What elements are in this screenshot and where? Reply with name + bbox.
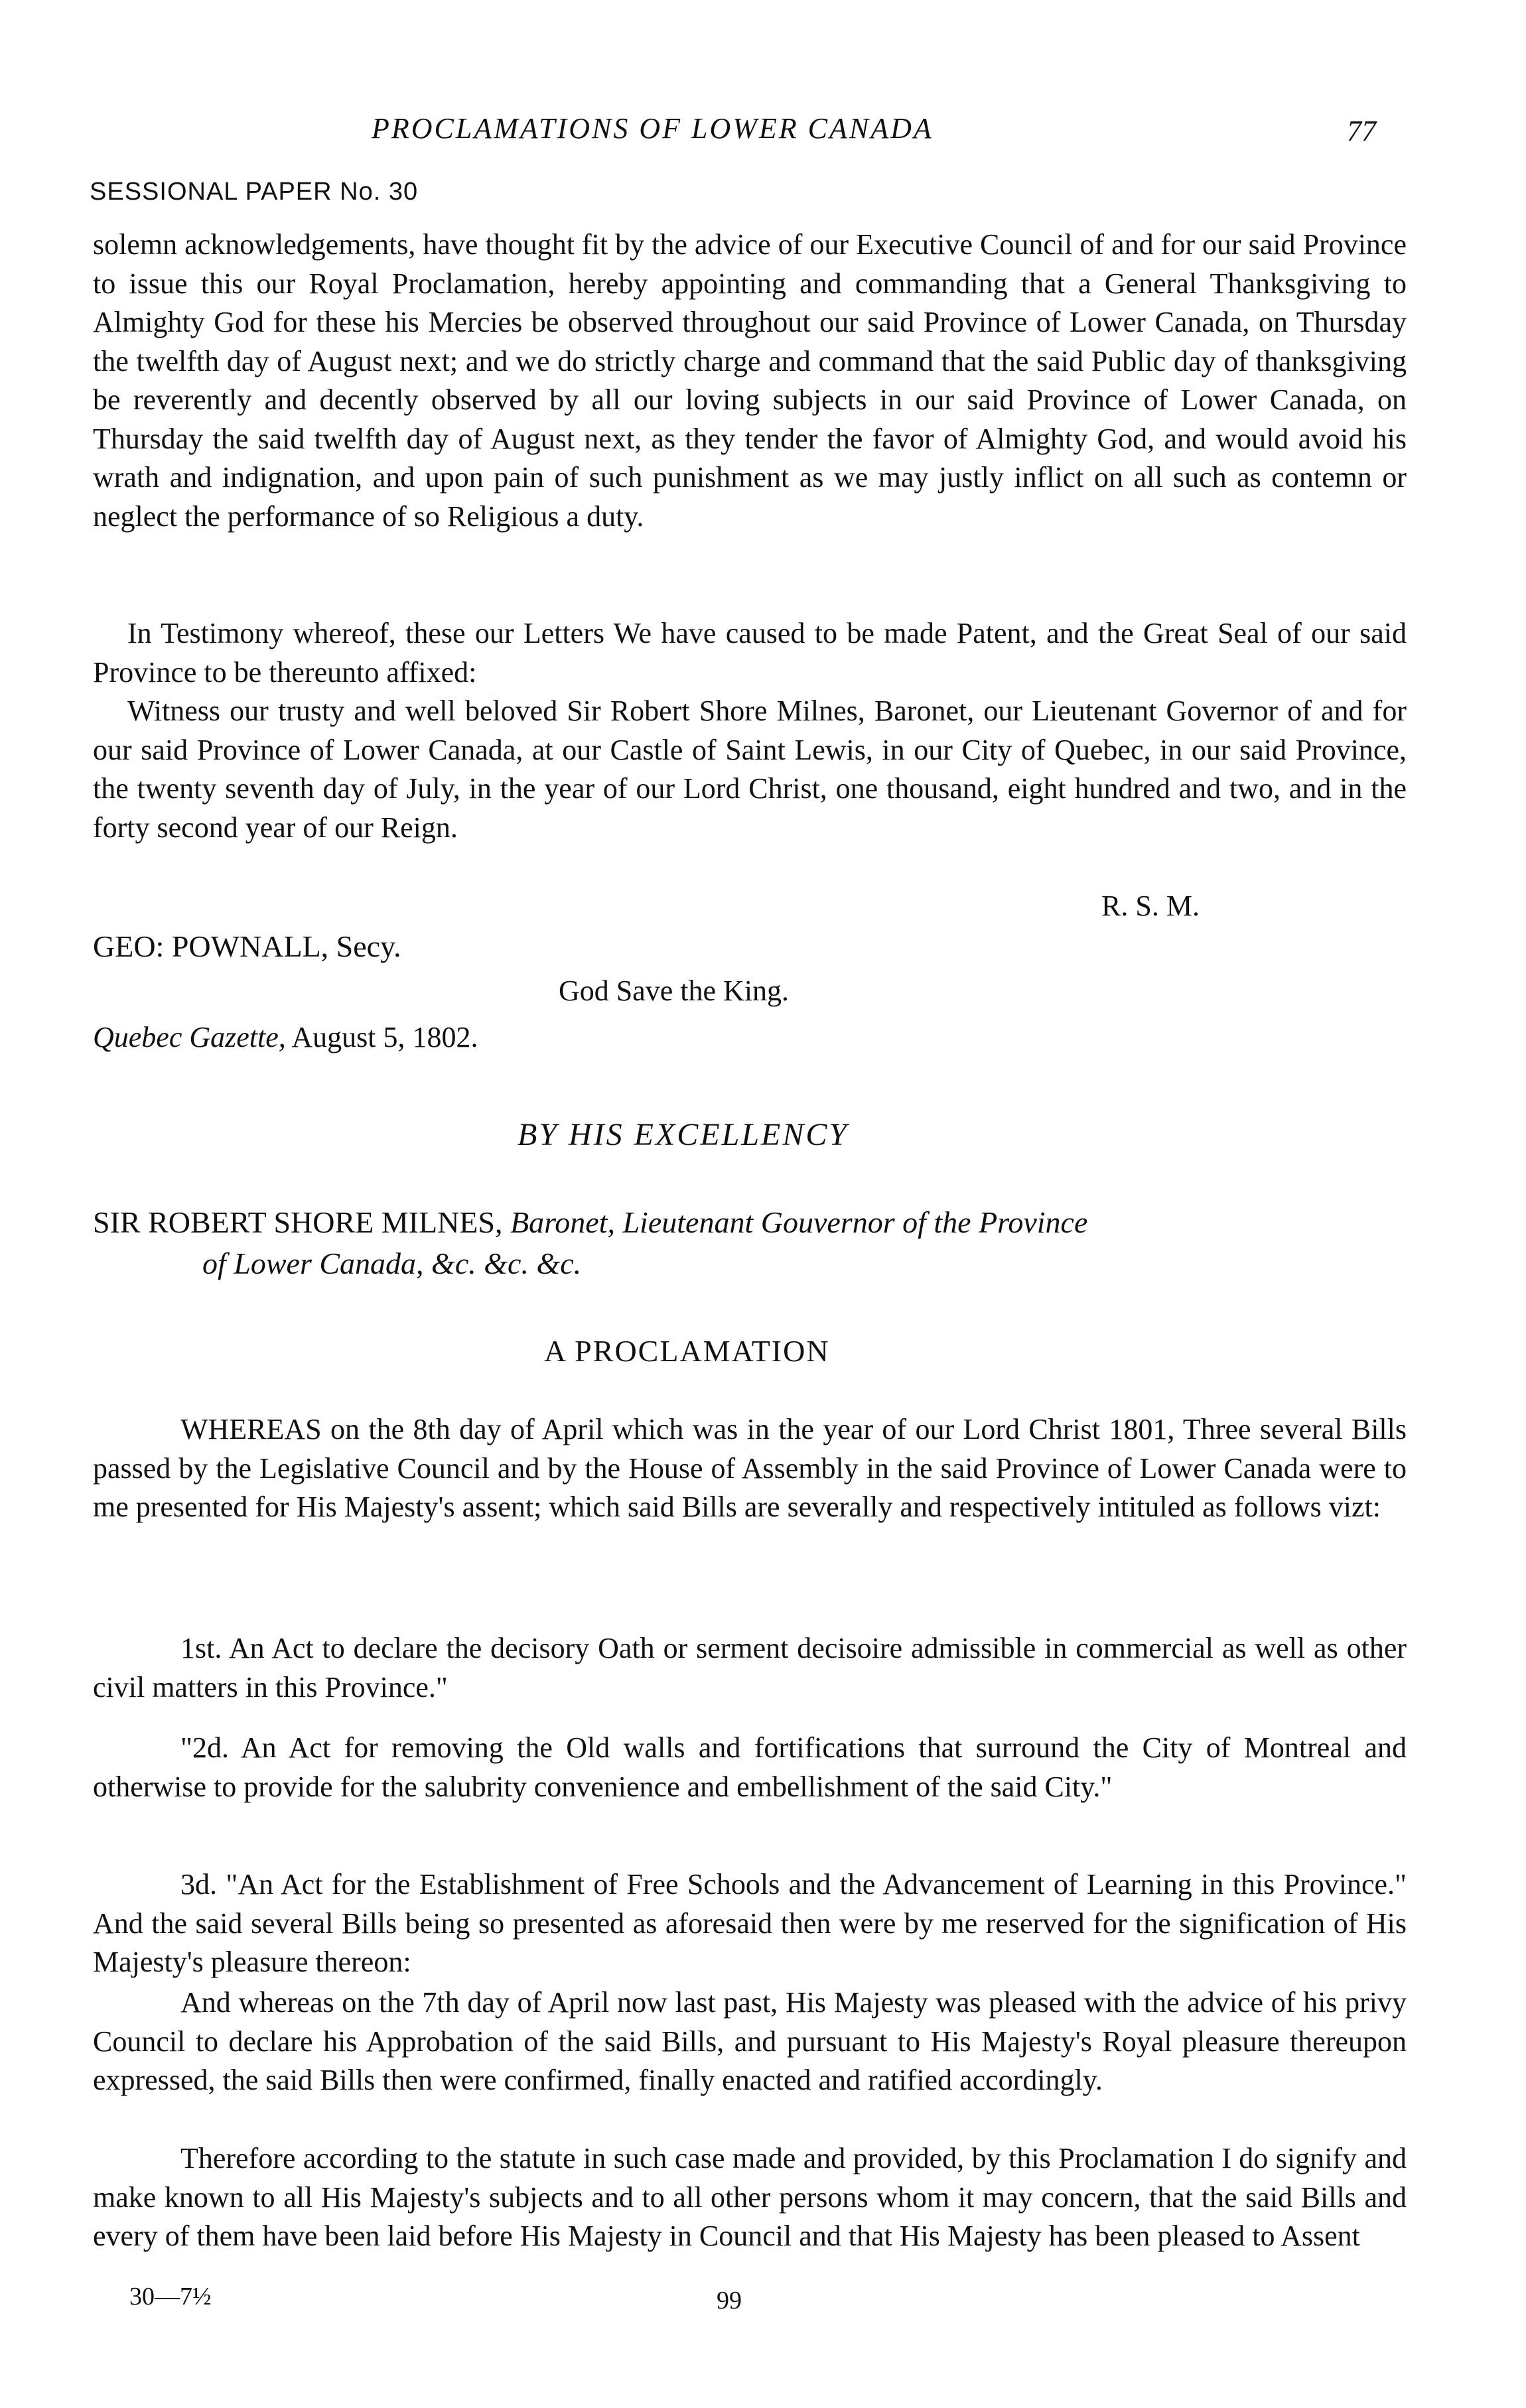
bill-1: 1st. An Act to declare the decisory Oath or serment decisoire admissible in commercial as well as other civil matters in this Province." (93, 1632, 1407, 1704)
running-title: PROCLAMATIONS OF LOWER CANADA (372, 112, 934, 145)
bill-3: 3d. "An Act for the Establishment of Free Schools and the Advancement of Learning in this Province." And the said several Bills being so presented as aforesaid then were by me reserved for the signification of His Majesty's pleasure thereon: (93, 1868, 1407, 1978)
secretary-signature: GEO: POWNALL, Secy. (93, 929, 401, 963)
bill-2: "2d. An Act for removing the Old walls and fortifications that surround the City of Montreal and otherwise to provide for the salubrity convenience and embellishment of the said City." (93, 1731, 1407, 1803)
whereas-approbation-paragraph: And whereas on the 7th day of April now last past, His Majesty was pleased with the advice of his privy Council to declare his Approbation of the said Bills, and pursuant to His Majesty's Royal pleasure thereupon expressed, the said Bills then were confirmed, finally enacted and ratified accordingly. (93, 1986, 1407, 2096)
issuer-title-line1: Baronet, Lieutenant Gouvernor of the Province (510, 1205, 1088, 1239)
proclamation-heading: A PROCLAMATION (544, 1334, 830, 1368)
printed-page-number: 99 (717, 2287, 742, 2314)
proclamation-issuer (93, 1202, 1413, 1284)
source-date: August 5, 1802. (291, 1021, 478, 1053)
printer-signature-mark: 30—7½ (129, 2283, 212, 2310)
sessional-paper-label: SESSIONAL PAPER No. 30 (90, 178, 419, 206)
initials: R. S. M. (1101, 890, 1200, 922)
issuer-name: SIR ROBERT SHORE MILNES, (93, 1205, 503, 1239)
source-publication: Quebec Gazette, (93, 1021, 286, 1053)
source-citation (93, 1020, 478, 1054)
god-save-the-king: God Save the King. (559, 974, 790, 1007)
whereas-paragraph: WHEREAS on the 8th day of April which was in the year of our Lord Christ 1801, Three several Bills passed by the Legislative Council and by the House of Assembly in the said Province of Lower Canada were to me presented for His Majesty's assent; which said Bills are severally and respectively intituled as follows vizt: (93, 1413, 1407, 1523)
issuer-title-line2: of Lower Canada, &c. &c. &c. (202, 1246, 582, 1280)
section-heading: BY HIS EXCELLENCY (518, 1117, 849, 1152)
proclamation1-body: solemn acknowledgements, have thought fit by the advice of our Executive Council of and for our said Province to issue this our Royal Proclamation, hereby appointing and commanding that a General Thanksgiving to Almighty God for these his Mercies be observed throughout our said Province of Lower Canada, on Thursday the twelfth day of August next; and we do strictly charge and command that the said Public day of thanksgiving be reverently and decently observed by all our loving subjects in our said Province of Lower Canada, on Thursday the said twelfth day of August next, as they tender the favor of Almighty God, and would avoid his wrath and indignation, and upon pain of such punishment as we may justly inflict on all such as contemn or neglect the performance of so Religious a duty. (93, 228, 1407, 533)
therefore-paragraph: Therefore according to the statute in such case made and provided, by this Proclamation I do signify and make known to all His Majesty's subjects and to all other persons whom it may concern, that the said Bills and every of them have been laid before His Majesty in Council and that His Majesty has been pleased to Assent (93, 2142, 1407, 2252)
testimony-paragraph: In Testimony whereof, these our Letters We have caused to be made Patent, and the Great Seal of our said Province to be thereunto affixed: (93, 617, 1407, 689)
witness-paragraph: Witness our trusty and well beloved Sir Robert Shore Milnes, Baronet, our Lieutenant Governor of and for our said Province of Lower Canada, at our Castle of Saint Lewis, in our City of Quebec, in our said Province, the twenty seventh day of July, in the year of our Lord Christ, one thousand, eight hundred and two, and in the forty second year of our Reign. (93, 695, 1407, 844)
page-number: 77 (1347, 115, 1376, 147)
